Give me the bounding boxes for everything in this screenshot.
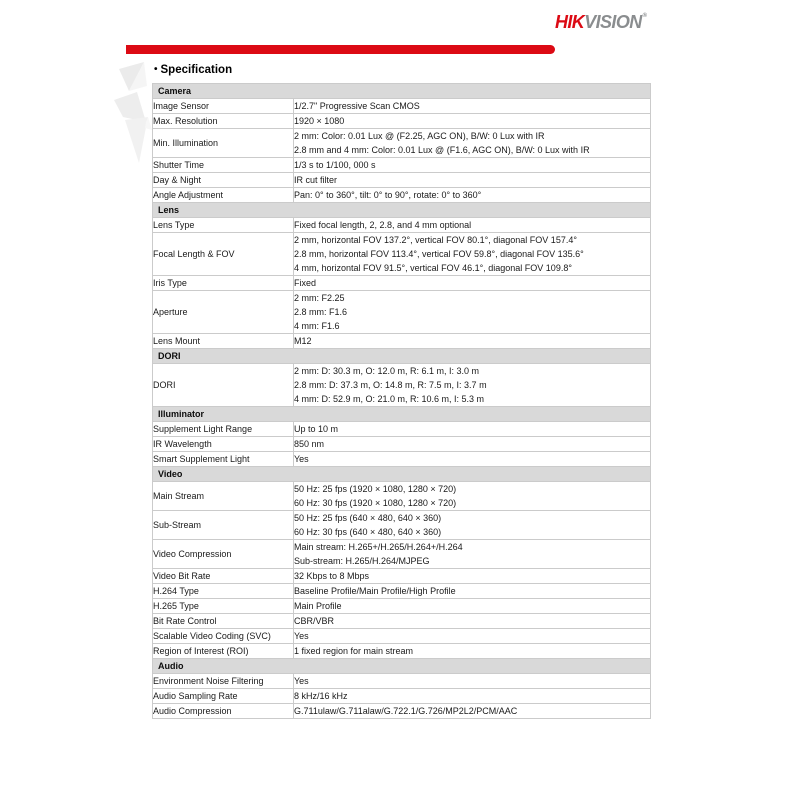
spec-value-cell — [294, 422, 651, 437]
page-title-text: Specification — [160, 64, 233, 76]
spec-row — [153, 704, 651, 719]
spec-label-cell: Image Sensor — [153, 99, 294, 114]
spec-value-line: 32 Kbps to 8 Mbps — [294, 571, 370, 581]
spec-value-line: G.711ulaw/G.711alaw/G.722.1/G.726/MP2L2/PCM/AAC — [294, 706, 518, 716]
spec-row — [153, 99, 651, 114]
spec-label-cell: Region of Interest (ROI) — [153, 644, 294, 659]
spec-row — [153, 114, 651, 129]
spec-value-cell — [294, 629, 651, 644]
spec-value-line: 850 nm — [294, 439, 325, 449]
section-title — [153, 467, 651, 482]
spec-value-line: Yes — [294, 631, 309, 641]
spec-value-cell — [294, 99, 651, 114]
spec-row — [153, 422, 651, 437]
spec-label-cell: Video Bit Rate — [153, 569, 294, 584]
spec-value-line: IR cut filter — [294, 175, 338, 185]
brand-red-bar — [126, 45, 555, 54]
spec-value-cell — [294, 276, 651, 291]
spec-label-cell: Smart Supplement Light — [153, 452, 294, 467]
spec-value-line: 4 mm, horizontal FOV 91.5°, vertical FOV 46.1°, diagonal FOV 109.8° — [294, 263, 572, 273]
spec-value-line: 4 mm: D: 52.9 m, O: 21.0 m, R: 10.6 m, I: 5.3 m — [294, 394, 485, 404]
spec-value-line: 1/2.7" Progressive Scan CMOS — [294, 101, 420, 111]
spec-row — [153, 644, 651, 659]
spec-value-cell — [294, 218, 651, 233]
spec-value-line: 2 mm: F2.25 — [294, 293, 345, 303]
spec-label-cell: Lens Mount — [153, 334, 294, 349]
spec-row — [153, 540, 651, 569]
spec-value-line: 1/3 s to 1/100, 000 s — [294, 160, 376, 170]
spec-row — [153, 689, 651, 704]
spec-value-cell — [294, 482, 651, 511]
spec-value-cell — [294, 188, 651, 203]
section-title-text: Illuminator — [158, 409, 205, 419]
spec-value-line: Yes — [294, 676, 309, 686]
bullet-icon: • — [154, 64, 158, 75]
section-title — [153, 203, 651, 218]
section-title-text: Video — [158, 469, 183, 479]
spec-value-cell — [294, 644, 651, 659]
spec-row — [153, 452, 651, 467]
spec-value-cell — [294, 291, 651, 334]
section-title — [153, 659, 651, 674]
section-title-text: Audio — [158, 661, 184, 671]
spec-row — [153, 614, 651, 629]
spec-label-cell: Video Compression — [153, 540, 294, 569]
spec-value-cell — [294, 599, 651, 614]
spec-row — [153, 482, 651, 511]
spec-value-cell — [294, 233, 651, 276]
spec-label-cell: Bit Rate Control — [153, 614, 294, 629]
spec-label-cell: Audio Compression — [153, 704, 294, 719]
spec-row — [153, 173, 651, 188]
spec-label-cell: Scalable Video Coding (SVC) — [153, 629, 294, 644]
spec-row — [153, 276, 651, 291]
spec-label-cell: Sub-Stream — [153, 511, 294, 540]
section-title-text: Camera — [158, 86, 192, 96]
spec-value-line: 2 mm: D: 30.3 m, O: 12.0 m, R: 6.1 m, I: 3.0 m — [294, 366, 480, 376]
spec-value-line: Pan: 0° to 360°, tilt: 0° to 90°, rotate: 0° to 360° — [294, 190, 482, 200]
spec-value-line: Up to 10 m — [294, 424, 339, 434]
spec-value-line: Yes — [294, 454, 309, 464]
spec-value-cell — [294, 584, 651, 599]
spec-row — [153, 233, 651, 276]
spec-value-line: Sub-stream: H.265/H.264/MJPEG — [294, 556, 430, 566]
spec-row — [153, 334, 651, 349]
spec-value-line: 2.8 mm: F1.6 — [294, 307, 348, 317]
section-header-row — [153, 467, 651, 482]
spec-value-cell — [294, 511, 651, 540]
spec-label-cell: Day & Night — [153, 173, 294, 188]
spec-value-cell — [294, 452, 651, 467]
spec-row — [153, 291, 651, 334]
section-title — [153, 407, 651, 422]
page-title — [154, 64, 232, 76]
spec-value-line: 4 mm: F1.6 — [294, 321, 340, 331]
hikvision-logo — [555, 12, 646, 33]
spec-value-cell — [294, 158, 651, 173]
spec-row — [153, 584, 651, 599]
spec-row — [153, 629, 651, 644]
spec-value-cell — [294, 540, 651, 569]
spec-value-cell — [294, 704, 651, 719]
spec-label-cell: Max. Resolution — [153, 114, 294, 129]
spec-row — [153, 158, 651, 173]
spec-row — [153, 129, 651, 158]
spec-label-cell: Lens Type — [153, 218, 294, 233]
spec-row — [153, 674, 651, 689]
logo-vision-text: VISION — [584, 12, 642, 32]
spec-value-line: 50 Hz: 25 fps (1920 × 1080, 1280 × 720) — [294, 484, 457, 494]
spec-value-line: CBR/VBR — [294, 616, 335, 626]
spec-value-line: Main Profile — [294, 601, 342, 611]
logo-hik-text: HIK — [555, 12, 585, 32]
watermark-triangles-icon — [111, 60, 157, 166]
spec-value-cell — [294, 129, 651, 158]
spec-value-line: M12 — [294, 336, 312, 346]
spec-value-line: 60 Hz: 30 fps (640 × 480, 640 × 360) — [294, 527, 442, 537]
spec-label-cell: Min. Illumination — [153, 129, 294, 158]
spec-label-cell: Environment Noise Filtering — [153, 674, 294, 689]
spec-value-line: 1920 × 1080 — [294, 116, 345, 126]
spec-value-line: Baseline Profile/Main Profile/High Profile — [294, 586, 456, 596]
spec-label-cell: Focal Length & FOV — [153, 233, 294, 276]
spec-value-line: Fixed — [294, 278, 317, 288]
spec-label-cell: Iris Type — [153, 276, 294, 291]
spec-value-line: Main stream: H.265+/H.265/H.264+/H.264 — [294, 542, 463, 552]
spec-value-line: 2.8 mm, horizontal FOV 113.4°, vertical FOV 59.8°, diagonal FOV 135.6° — [294, 249, 584, 259]
section-header-row — [153, 203, 651, 218]
spec-label-cell: H.265 Type — [153, 599, 294, 614]
section-title — [153, 349, 651, 364]
spec-value-line: 2.8 mm: D: 37.3 m, O: 14.8 m, R: 7.5 m, I: 3.7 m — [294, 380, 487, 390]
spec-value-cell — [294, 334, 651, 349]
spec-label-cell: Shutter Time — [153, 158, 294, 173]
spec-value-line: Fixed focal length, 2, 2.8, and 4 mm optional — [294, 220, 472, 230]
spec-label-cell: Main Stream — [153, 482, 294, 511]
spec-label-cell: Angle Adjustment — [153, 188, 294, 203]
spec-value-line: 2 mm, horizontal FOV 137.2°, vertical FOV 80.1°, diagonal FOV 157.4° — [294, 235, 577, 245]
spec-row — [153, 511, 651, 540]
spec-value-cell — [294, 114, 651, 129]
spec-label-cell: H.264 Type — [153, 584, 294, 599]
spec-value-cell — [294, 173, 651, 188]
spec-label-cell: Aperture — [153, 291, 294, 334]
section-header-row — [153, 407, 651, 422]
spec-value-cell — [294, 674, 651, 689]
spec-value-line: 2 mm: Color: 0.01 Lux @ (F2.25, AGC ON), B/W: 0 Lux with IR — [294, 131, 545, 141]
spec-table-body — [153, 84, 651, 719]
spec-label-cell: IR Wavelength — [153, 437, 294, 452]
spec-value-cell — [294, 569, 651, 584]
spec-row — [153, 437, 651, 452]
section-title-text: Lens — [158, 205, 180, 215]
spec-label-cell: DORI — [153, 364, 294, 407]
spec-row — [153, 364, 651, 407]
spec-row — [153, 218, 651, 233]
spec-value-line: 8 kHz/16 kHz — [294, 691, 348, 701]
section-header-row — [153, 349, 651, 364]
spec-value-line: 2.8 mm and 4 mm: Color: 0.01 Lux @ (F1.6, AGC ON), B/W: 0 Lux with IR — [294, 145, 590, 155]
registered-trademark-icon: ® — [642, 13, 647, 19]
section-title-text: DORI — [158, 351, 181, 361]
spec-label-cell: Audio Sampling Rate — [153, 689, 294, 704]
section-title — [153, 84, 651, 99]
spec-value-cell — [294, 614, 651, 629]
section-header-row — [153, 84, 651, 99]
spec-value-line: 60 Hz: 30 fps (1920 × 1080, 1280 × 720) — [294, 498, 457, 508]
spec-row — [153, 188, 651, 203]
spec-value-cell — [294, 437, 651, 452]
spec-row — [153, 569, 651, 584]
spec-label-cell: Supplement Light Range — [153, 422, 294, 437]
spec-value-cell — [294, 364, 651, 407]
specification-table — [152, 83, 651, 719]
spec-row — [153, 599, 651, 614]
spec-value-line: 1 fixed region for main stream — [294, 646, 414, 656]
section-header-row — [153, 659, 651, 674]
spec-value-line: 50 Hz: 25 fps (640 × 480, 640 × 360) — [294, 513, 442, 523]
spec-value-cell — [294, 689, 651, 704]
